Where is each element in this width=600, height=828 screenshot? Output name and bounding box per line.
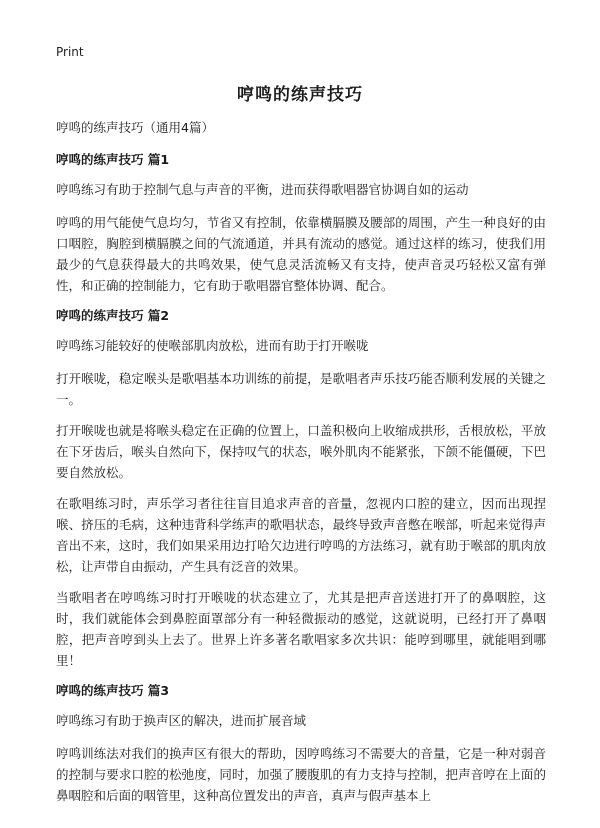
print-link[interactable]: Print [56, 45, 84, 59]
paragraph: 打开喉咙，稳定喉头是歌唱基本功训练的前提，是歌唱者声乐技巧能否顺利发展的关键之一。 [56, 371, 546, 407]
paragraph: 哼鸣的用气能使气息均匀，节省又有控制，依靠横膈膜及腰部的周围，产生一种良好的由口咽腔，胸腔到横膈膜之间的气流通道，并具有流动的感觉。通过这样的练习，使我们用最少的气息获得最大的共鸣效果，使气息灵活流畅又有支持，使声音灵巧轻松又富有弹性，和正确的控制能力，它有助于歌唱器官整体协调、配合。 [56, 215, 546, 293]
document-subtitle: 哼鸣的练声技巧（通用4篇） [56, 120, 214, 135]
paragraph: 哼鸣训练法对我们的换声区有很大的帮助，因哼鸣练习不需要大的音量，它是一种对弱音的控制与要求口腔的松弛度，同时，加强了腰腹肌的有力支持与控制，把声音哼在上面的鼻咽腔和后面的咽管里，这种高位置发出的声音，真声与假声基本上 [56, 746, 546, 803]
page-title: 哼鸣的练声技巧 [237, 85, 363, 105]
document-body [56, 118, 546, 816]
paragraph: 在歌唱练习时，声乐学习者往往盲目追求声音的音量，忽视内口腔的建立，因而出现捏喉、挤压的毛病，这种违背科学练声的歌唱状态，最终导致声音憋在喉部，听起来觉得声音出不来，这时，我们如果采用边打哈欠边进行哼鸣的方法练习，就有助于喉部的肌肉放松，让声带自由振动，产生具有泛音的效果。 [56, 496, 546, 574]
paragraph: 哼鸣练习有助于控制气息与声音的平衡，进而获得歌唱器官协调自如的运动 [56, 182, 469, 197]
paragraph: 打开喉咙也就是将喉头稳定在正确的位置上，口盖积极向上收缩成拱形，舌根放松，平放在下牙齿后，喉头自然向下，保持叹气的状态，喉外肌肉不能紧张，下颌不能僵硬，下巴要自然放松。 [56, 423, 546, 480]
paragraph: 当歌唱者在哼鸣练习时打开喉咙的状态建立了，尤其是把声音送进打开了的鼻咽腔，这时，我们就能体会到鼻腔面罩部分有一种轻微振动的感觉，这就说明，已经打开了鼻咽腔，把声音哼到头上去了。世界上许多著名歌唱家多次共识：能哼到哪里，就能唱到哪里！ [56, 590, 546, 668]
paragraph: 哼鸣练习有助于换声区的解决，进而扩展音域 [56, 713, 307, 728]
section-heading: 哼鸣的练声技巧 篇1 [56, 152, 170, 167]
paragraph: 哼鸣练习能较好的使喉部肌肉放松，进而有助于打开喉咙 [56, 338, 369, 353]
section-heading: 哼鸣的练声技巧 篇2 [56, 308, 170, 323]
section-heading: 哼鸣的练声技巧 篇3 [56, 683, 170, 698]
